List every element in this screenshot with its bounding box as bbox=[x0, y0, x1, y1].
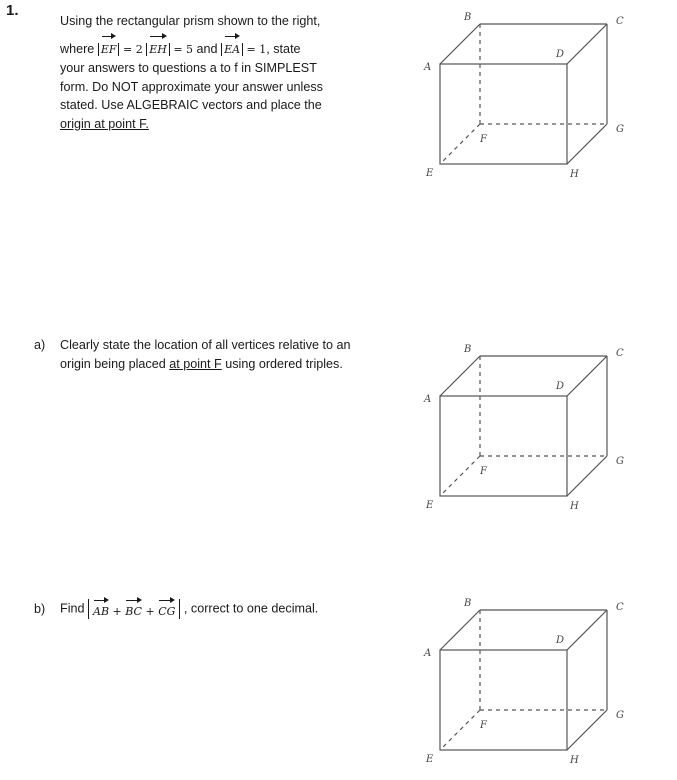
ef-vector: EF bbox=[101, 35, 117, 60]
vertex-label-b: B bbox=[464, 344, 472, 355]
vertex-label-d: D bbox=[556, 381, 565, 392]
prism-diagram-2 bbox=[412, 346, 642, 516]
edge-ba bbox=[440, 356, 480, 396]
vertex-label-g: G bbox=[616, 456, 624, 467]
question-number: 1. bbox=[6, 2, 19, 19]
plus-1: + bbox=[112, 605, 122, 618]
prism-svg-3 bbox=[412, 600, 642, 770]
edge-cd bbox=[567, 24, 607, 64]
vertex-label-h: H bbox=[570, 169, 579, 180]
edge-gh bbox=[567, 456, 607, 496]
prism-svg-2 bbox=[412, 346, 642, 516]
intro-line-2 bbox=[60, 35, 380, 60]
vertex-label-a: A bbox=[424, 648, 432, 659]
bc-vector: BC bbox=[125, 599, 142, 619]
vertex-label-a: A bbox=[424, 62, 432, 73]
part-a-label: a) bbox=[34, 338, 46, 352]
vertex-label-h: H bbox=[570, 755, 579, 766]
where-word: where bbox=[60, 41, 95, 56]
edge-fe bbox=[440, 124, 480, 164]
part-b-suffix: , correct to one decimal. bbox=[183, 601, 319, 616]
question-intro bbox=[60, 12, 380, 134]
edge-fe bbox=[440, 710, 480, 750]
ea-magnitude bbox=[221, 43, 243, 56]
edge-cd bbox=[567, 610, 607, 650]
intro-line-3: your answers to questions a to f in SIMPLEST bbox=[60, 61, 317, 76]
part-b-text bbox=[60, 599, 380, 619]
ef-magnitude bbox=[98, 43, 120, 56]
vertex-label-f: F bbox=[480, 466, 487, 477]
intro-line-6: origin at point F. bbox=[60, 116, 149, 131]
edge-gh bbox=[567, 710, 607, 750]
part-b-label: b) bbox=[34, 602, 46, 616]
and-word: and bbox=[196, 41, 218, 56]
edge-fe bbox=[440, 456, 480, 496]
state-word: , state bbox=[266, 41, 301, 56]
edge-gh bbox=[567, 124, 607, 164]
vertex-label-c: C bbox=[616, 348, 624, 359]
part-a-point-link: at point F bbox=[169, 356, 222, 371]
ea-value: = 1 bbox=[246, 42, 267, 56]
vertex-label-e: E bbox=[426, 168, 434, 179]
vector-sum-magnitude bbox=[88, 599, 180, 619]
ea-vector: EA bbox=[224, 35, 240, 60]
vertex-label-e: E bbox=[426, 754, 434, 765]
vertex-label-c: C bbox=[616, 16, 624, 27]
prism-diagram-1 bbox=[412, 14, 642, 184]
front-face bbox=[440, 650, 567, 750]
vertex-label-g: G bbox=[616, 124, 624, 135]
edge-cd bbox=[567, 356, 607, 396]
part-a-suffix: using ordered triples. bbox=[225, 356, 343, 371]
front-face bbox=[440, 64, 567, 164]
vertex-label-h: H bbox=[570, 501, 579, 512]
ab-vector: AB bbox=[93, 599, 109, 619]
vertex-label-f: F bbox=[480, 134, 487, 145]
intro-line-1: Using the rectangular prism shown to the right, bbox=[60, 14, 321, 28]
intro-line-5: stated. Use ALGEBRAIC vectors and place the bbox=[60, 98, 322, 113]
vertex-label-c: C bbox=[616, 602, 624, 613]
eh-magnitude bbox=[146, 43, 170, 56]
prism-diagram-3 bbox=[412, 600, 642, 770]
vertex-label-a: A bbox=[424, 394, 432, 405]
find-word: Find bbox=[60, 601, 85, 616]
edge-ba bbox=[440, 24, 480, 64]
front-face bbox=[440, 396, 567, 496]
edge-ba bbox=[440, 610, 480, 650]
ef-value: = 2 bbox=[122, 42, 143, 56]
plus-2: + bbox=[145, 605, 155, 618]
vertex-label-b: B bbox=[464, 12, 472, 23]
cg-vector: CG bbox=[158, 599, 175, 619]
prism-svg-1 bbox=[412, 14, 642, 184]
vertex-label-e: E bbox=[426, 500, 434, 511]
eh-value: = 5 bbox=[173, 42, 194, 56]
vertex-label-g: G bbox=[616, 710, 624, 721]
vertex-label-f: F bbox=[480, 720, 487, 731]
vertex-label-d: D bbox=[556, 635, 565, 646]
eh-vector: EH bbox=[149, 35, 167, 60]
vertex-label-b: B bbox=[464, 598, 472, 609]
part-a-prefix: Clearly state the location of all vertices relative to an origin being placed bbox=[60, 338, 351, 371]
intro-line-4: form. Do NOT approximate your answer unless bbox=[60, 79, 323, 94]
vertex-label-d: D bbox=[556, 49, 565, 60]
part-a-text bbox=[60, 336, 380, 373]
